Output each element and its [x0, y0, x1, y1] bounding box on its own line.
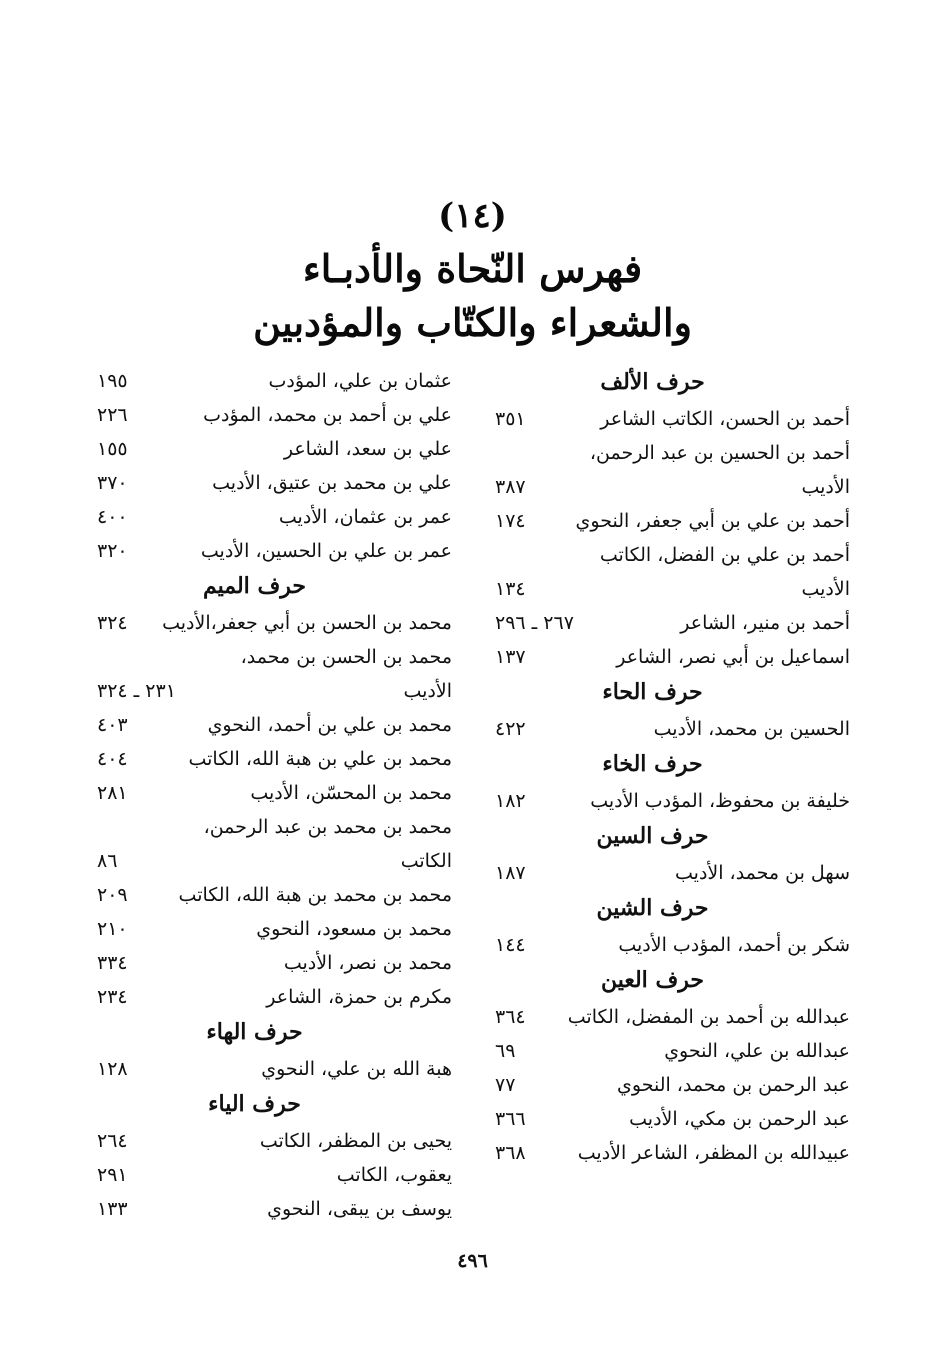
- entry-name: الأديب: [801, 578, 850, 600]
- index-entry: [97, 912, 452, 946]
- entry-name: محمد بن علي بن أحمد، النحوي: [207, 714, 452, 736]
- entry-page-ref: ٤٠٤: [97, 748, 128, 770]
- entry-name: عمر بن عثمان، الأديب: [278, 506, 452, 528]
- entry-page-ref: ١٣٣: [97, 1198, 128, 1220]
- entry-name: عثمان بن علي، المؤدب: [268, 370, 452, 392]
- section-number: (١٤): [438, 196, 507, 236]
- letter-section-header: حرف الميم: [202, 573, 307, 599]
- index-entry: [97, 1052, 452, 1086]
- entry-name: عمر بن علي بن الحسين، الأديب: [200, 540, 452, 562]
- entry-name: محمد بن علي بن هبة الله، الكاتب: [188, 748, 452, 770]
- index-entry-continued: [495, 436, 850, 470]
- entry-page-ref: ٤٠٣: [97, 714, 128, 736]
- index-entry: [97, 1158, 452, 1192]
- entry-name: علي بن سعد، الشاعر: [283, 438, 452, 460]
- letter-section-header: حرف الهاء: [206, 1019, 303, 1045]
- entry-page-ref: ٢٠٩: [97, 884, 128, 906]
- index-entry-continued: [97, 640, 452, 674]
- index-entry: [97, 946, 452, 980]
- entry-name: محمد بن الحسن بن أبي جعفر،الأديب: [162, 612, 452, 634]
- entry-name: الأديب: [403, 680, 452, 702]
- entry-page-ref: ٦٩: [495, 1040, 516, 1062]
- index-entry: [97, 398, 452, 432]
- index-entry: [495, 572, 850, 606]
- entry-page-ref: ٧٧: [495, 1074, 516, 1096]
- index-entry: [97, 878, 452, 912]
- entry-page-ref: ١٨٧: [495, 862, 526, 884]
- index-entry: [97, 432, 452, 466]
- entry-page-ref: ١٢٨: [97, 1058, 128, 1080]
- entry-page-ref: ١٤٤: [495, 934, 526, 956]
- index-entry: [495, 856, 850, 890]
- letter-section-header: حرف السين: [596, 823, 709, 849]
- entry-name: يحيى بن المظفر، الكاتب: [259, 1130, 452, 1152]
- entry-page-ref: ١٩٥: [97, 370, 128, 392]
- entry-page-ref: ٣٢٠: [97, 540, 128, 562]
- entry-page-ref: ٣٦٨: [495, 1142, 526, 1164]
- index-entry: [495, 606, 850, 640]
- entry-name: علي بن محمد بن عتيق، الأديب: [212, 472, 452, 494]
- entry-name: محمد بن الحسن بن محمد،: [240, 646, 452, 668]
- entry-page-ref: ١٥٥: [97, 438, 128, 460]
- entry-page-ref: ٣٥١: [495, 408, 526, 430]
- index-entry: [495, 1034, 850, 1068]
- entry-name: خليفة بن محفوظ، المؤدب الأديب: [590, 790, 850, 812]
- index-entry: [97, 1124, 452, 1158]
- entry-page-ref: ٣٢٤: [97, 612, 128, 634]
- entry-page-ref: ٣٨٧: [495, 476, 526, 498]
- entry-page-ref: ٢١٠: [97, 918, 128, 940]
- entry-page-ref: ٣٣٤: [97, 952, 128, 974]
- letter-section-header: حرف الخاء: [602, 751, 703, 777]
- entry-name: اسماعيل بن أبي نصر، الشاعر: [616, 646, 850, 668]
- entry-name: الكاتب: [400, 850, 452, 872]
- index-entry: [495, 1068, 850, 1102]
- index-entry: [97, 980, 452, 1014]
- index-entry: [97, 674, 452, 708]
- index-entry: [495, 470, 850, 504]
- index-title-line-1: فهرس النّحاة والأدبـاء: [302, 246, 643, 291]
- entry-name: مكرم بن حمزة، الشاعر: [266, 986, 452, 1008]
- index-entry: [495, 1136, 850, 1170]
- entry-page-ref: ١٣٤: [495, 578, 526, 600]
- entry-page-ref: ٢٦٤: [97, 1130, 128, 1152]
- entry-page-ref: ٢٣١ ـ ٣٢٤: [97, 680, 176, 702]
- entry-page-ref: ٤٠٠: [97, 506, 128, 528]
- index-entry-continued: [495, 538, 850, 572]
- entry-page-ref: ٣٦٤: [495, 1006, 526, 1028]
- index-title-line-2: والشعراء والكتّاب والمؤدبين: [253, 300, 692, 345]
- index-entry: [495, 640, 850, 674]
- entry-name: يوسف بن يبقى، النحوي: [267, 1198, 452, 1220]
- index-column-right: [495, 364, 850, 1170]
- letter-section-header: حرف العين: [600, 967, 705, 993]
- entry-name: عبد الرحمن بن محمد، النحوي: [617, 1074, 850, 1096]
- entry-page-ref: ٢٢٦: [97, 404, 128, 426]
- index-entry: [97, 1192, 452, 1226]
- index-entry: [495, 712, 850, 746]
- entry-page-ref: ٢٣٤: [97, 986, 128, 1008]
- index-entry: [97, 364, 452, 398]
- entry-name: الحسين بن محمد، الأديب: [653, 718, 850, 740]
- entry-name: عبدالله بن أحمد بن المفضل، الكاتب: [567, 1006, 850, 1028]
- page-number: ٤٩٦: [457, 1250, 488, 1272]
- entry-page-ref: ٤٢٢: [495, 718, 526, 740]
- index-entry: [495, 784, 850, 818]
- letter-section-header: حرف الياء: [208, 1091, 301, 1117]
- entry-name: أحمد بن الحسين بن عبد الرحمن،: [589, 442, 850, 464]
- index-entry: [495, 1102, 850, 1136]
- index-entry: [495, 928, 850, 962]
- index-entry-continued: [97, 810, 452, 844]
- entry-name: أحمد بن علي بن أبي جعفر، النحوي: [575, 510, 850, 532]
- entry-name: محمد بن المحسّن، الأديب: [250, 782, 452, 804]
- entry-page-ref: ١٧٤: [495, 510, 526, 532]
- index-entry: [97, 844, 452, 878]
- index-entry: [97, 534, 452, 568]
- index-entry: [97, 606, 452, 640]
- entry-page-ref: ٢٩١: [97, 1164, 128, 1186]
- entry-name: أحمد بن منير، الشاعر: [680, 612, 850, 634]
- letter-section-header: حرف الحاء: [602, 679, 703, 705]
- letter-section-header: حرف الألف: [600, 369, 705, 395]
- letter-section-header: حرف الشين: [596, 895, 709, 921]
- entry-name: علي بن أحمد بن محمد، المؤدب: [203, 404, 452, 426]
- index-entry: [97, 466, 452, 500]
- entry-name: محمد بن محمد بن عبد الرحمن،: [203, 816, 452, 838]
- entry-name: عبد الرحمن بن مكي، الأديب: [629, 1108, 850, 1130]
- entry-name: محمد بن نصر، الأديب: [283, 952, 452, 974]
- entry-name: أحمد بن علي بن الفضل، الكاتب: [599, 544, 850, 566]
- entry-page-ref: ٣٦٦: [495, 1108, 526, 1130]
- index-column-left: [97, 364, 452, 1226]
- index-entry: [97, 500, 452, 534]
- entry-page-ref: ٢٨١: [97, 782, 128, 804]
- entry-page-ref: ١٣٧: [495, 646, 526, 668]
- entry-page-ref: ٢٦٧ ـ ٢٩٦: [495, 612, 574, 634]
- entry-name: محمد بن محمد بن هبة الله، الكاتب: [178, 884, 452, 906]
- entry-name: سهل بن محمد، الأديب: [675, 862, 850, 884]
- entry-name: الأديب: [801, 476, 850, 498]
- entry-name: عبدالله بن علي، النحوي: [664, 1040, 850, 1062]
- index-entry: [495, 504, 850, 538]
- entry-page-ref: ٨٦: [97, 850, 118, 872]
- entry-name: محمد بن مسعود، النحوي: [256, 918, 452, 940]
- index-entry: [495, 402, 850, 436]
- index-entry: [97, 776, 452, 810]
- entry-name: أحمد بن الحسن، الكاتب الشاعر: [600, 408, 850, 430]
- entry-page-ref: ١٨٢: [495, 790, 526, 812]
- index-entry: [97, 708, 452, 742]
- entry-name: يعقوب، الكاتب: [336, 1164, 452, 1186]
- entry-name: شكر بن أحمد، المؤدب الأديب: [618, 934, 850, 956]
- index-entry: [97, 742, 452, 776]
- entry-name: هبة الله بن علي، النحوي: [261, 1058, 452, 1080]
- entry-page-ref: ٣٧٠: [97, 472, 128, 494]
- index-entry: [495, 1000, 850, 1034]
- entry-name: عبيدالله بن المظفر، الشاعر الأديب: [577, 1142, 850, 1164]
